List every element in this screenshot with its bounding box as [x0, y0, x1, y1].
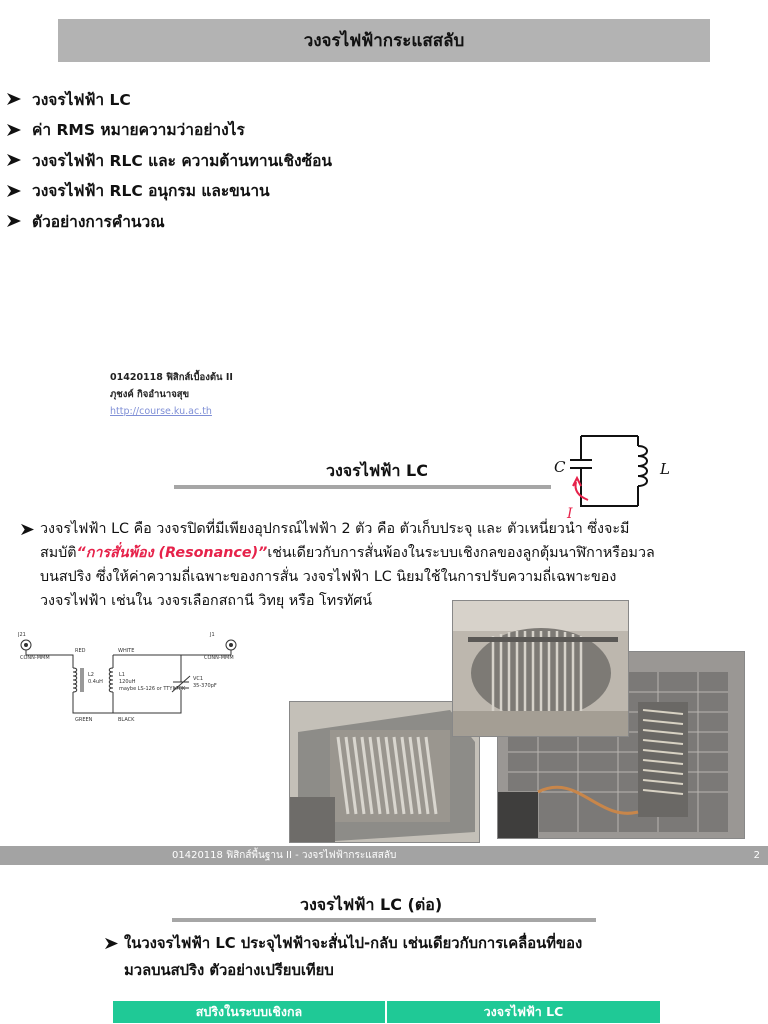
rotary-inductor-photo — [452, 600, 629, 737]
svg-text:0.4uH: 0.4uH — [88, 679, 103, 685]
svg-text:J1: J1 — [210, 632, 215, 638]
svg-text:J21: J21 — [18, 632, 26, 638]
slide1-title: วงจรไฟฟ้ากระแสสลับ — [303, 31, 465, 51]
svg-text:RED: RED — [75, 648, 86, 654]
inductor-label: L — [660, 460, 670, 478]
current-label: I — [567, 506, 573, 520]
svg-text:GREEN: GREEN — [75, 717, 93, 723]
arrow-bullet-icon — [6, 123, 32, 137]
comparison-table-header — [113, 1001, 660, 1023]
arrow-bullet-icon — [6, 92, 32, 106]
arrow-bullet-icon — [20, 523, 40, 536]
course-code: 01420118 ฟิสิกส์เบื้องต้น II — [110, 372, 233, 383]
page-number: 2 — [753, 850, 760, 861]
footer-text: 01420118 ฟิสิกส์พื้นฐาน II - วงจรไฟฟ้ากระแสสลับ — [172, 850, 397, 861]
slide3-heading-rule — [172, 918, 596, 922]
bullet-item: วงจรไฟฟ้า RLC และ ความต้านทานเชิงซ้อน — [6, 145, 706, 176]
svg-text:CONN-MMM: CONN-MMM — [20, 655, 50, 661]
bullet-item: วงจรไฟฟ้า RLC อนุกรม และขนาน — [6, 176, 706, 207]
slide3-paragraph: ในวงจรไฟฟ้า LC ประจุไฟฟ้าจะสั่นไป-กลับ เช่นเดียวกับการเคลื่อนที่ของ มวลบนสปริง ตัวอย่างเปรียบเทียบ — [104, 930, 724, 984]
course-link[interactable]: http://course.ku.ac.th — [110, 406, 212, 417]
slide2-footer — [0, 846, 768, 865]
arrow-bullet-icon — [6, 184, 32, 198]
arrow-bullet-icon — [6, 214, 32, 228]
lc-circuit-diagram — [548, 430, 673, 520]
arrow-bullet-icon — [6, 153, 32, 167]
svg-text:maybe LS-126 or TTY178K: maybe LS-126 or TTY178K — [119, 686, 186, 692]
svg-text:35-370pF: 35-370pF — [193, 683, 217, 689]
svg-text:L1: L1 — [119, 672, 125, 678]
svg-text:VC1: VC1 — [193, 676, 204, 682]
inductor-coil — [638, 446, 647, 486]
bullet-item: วงจรไฟฟ้า LC — [6, 84, 706, 115]
lc-left-wire-bottom — [581, 468, 638, 506]
svg-text:120uH: 120uH — [119, 679, 136, 685]
slide3-heading: วงจรไฟฟ้า LC (ต่อ) — [300, 895, 443, 914]
svg-text:BLACK: BLACK — [118, 717, 135, 723]
author-name: ภุชงค์ กิจอำนาจสุข — [110, 389, 190, 400]
resonance-emphasis: “การสั่นพ้อง (Resonance)” — [76, 545, 268, 561]
slide2-paragraph: วงจรไฟฟ้า LC คือ วงจรปิดที่มีเพียงอุปกรณ์ไฟฟ้า 2 ตัว คือ ตัวเก็บประจุ และ ตัวเหนี่ยวนำ ซึ่งจะมี สมบัติ “การสั่นพ้อง (Resonance)” เช่นเดียวกับการสั่นพ้องในระบบเชิงกลของลูกตุ้มนาฬิกาหรือมวล บนสปริง ซึ่งให้ค่าความถี่เฉพาะของการสั่น วงจรไฟฟ้า LC นิยมใช้ในการปรับความถี่เฉพาะของ วงจรไฟฟ้า เช่นใน วงจรเลือกสถานี วิทยุ หรือ โทรทัศน์ — [20, 517, 740, 613]
radio-tuner-schematic — [18, 630, 243, 725]
arrow-bullet-icon — [104, 937, 124, 950]
table-header-mechanical: สปริงในระบบเชิงกล — [113, 1001, 387, 1023]
svg-text:L2: L2 — [88, 672, 94, 678]
table-header-lc: วงจรไฟฟ้า LC — [387, 1001, 660, 1023]
slide1-bullet-list — [6, 84, 706, 237]
capacitor-label: C — [554, 458, 566, 476]
bullet-item: ค่า RMS หมายความว่าอย่างไร — [6, 115, 706, 146]
svg-text:WHITE: WHITE — [118, 648, 135, 654]
slide1-title-bar — [58, 19, 710, 62]
slide1-credits — [110, 369, 233, 420]
slide2-heading-rule — [174, 485, 551, 489]
bullet-item: ตัวอย่างการคำนวณ — [6, 206, 706, 237]
svg-text:CONN-MMM: CONN-MMM — [204, 655, 234, 661]
slide2-heading: วงจรไฟฟ้า LC — [326, 461, 428, 480]
